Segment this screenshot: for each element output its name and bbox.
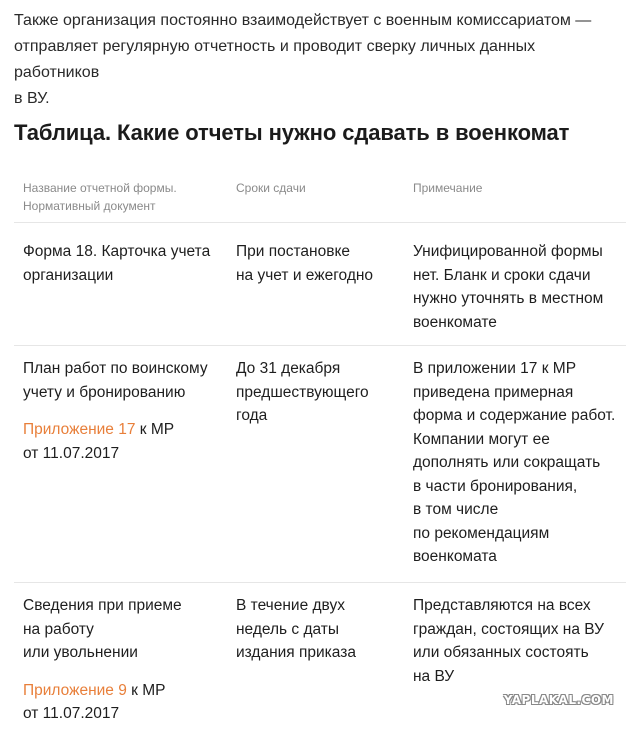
row-divider: [14, 582, 626, 583]
intro-line: отправляет регулярную отчетность и проводит сверку личных данных работников: [14, 38, 536, 81]
cell-line: или обязанных состоять: [413, 644, 589, 661]
cell-line: В приложении 17 к МР: [413, 360, 577, 377]
cell-line: от 11.07.2017: [23, 705, 120, 722]
cell-line: по рекомендациям: [413, 524, 550, 542]
cell-line: года: [236, 407, 268, 424]
cell-line: учету и бронированию: [23, 383, 186, 401]
table-title: Таблица. Какие отчеты нужно сдавать в военкомат: [14, 120, 570, 145]
cell-line: издания приказа: [236, 644, 356, 661]
cell-line: нет. Бланк и сроки сдачи: [413, 266, 591, 284]
cell-line: организации: [23, 266, 114, 284]
cell-line: на учет и ежегодно: [236, 266, 374, 284]
cell-line: До 31 декабря: [236, 360, 341, 377]
header-form-name: [23, 179, 177, 215]
header-form-name-line: Название отчетной формы.: [23, 181, 177, 195]
cell-line: на работу: [23, 620, 94, 638]
row3-note-cell: [413, 594, 604, 688]
row1-deadline-cell: [236, 240, 373, 287]
row-divider: [14, 345, 626, 346]
row1-note-cell: [413, 240, 603, 334]
cell-line: в части бронирования,: [413, 477, 578, 495]
appendix-17-link[interactable]: Приложение 17: [23, 421, 136, 438]
cell-line: военкомате: [413, 313, 497, 331]
cell-line: Компании могут ее: [413, 430, 550, 448]
cell-line: Представляются на всех: [413, 597, 591, 614]
intro-paragraph: [14, 8, 614, 112]
cell-line: Сведения при приеме: [23, 597, 182, 614]
cell-line: в том числе: [413, 501, 499, 518]
cell-line: Форма 18. Карточка учета: [23, 243, 211, 260]
cell-line: или увольнении: [23, 644, 138, 661]
watermark-logo: YAPLAKAL.COM: [503, 693, 614, 707]
appendix-9-link[interactable]: Приложение 9: [23, 681, 127, 699]
cell-line: на ВУ: [413, 667, 455, 685]
cell-line: План работ по воинскому: [23, 360, 208, 377]
cell-line: граждан, состоящих на ВУ: [413, 620, 604, 638]
cell-line: недель с даты: [236, 620, 340, 638]
cell-line: Унифицированной формы: [413, 243, 603, 260]
cell-line: дополнять или сокращать: [413, 454, 601, 471]
cell-line: [23, 418, 208, 442]
intro-line: Также организация постоянно взаимодействует с военным комиссариатом —: [14, 12, 592, 29]
cell-line: приведена примерная: [413, 383, 574, 401]
header-deadline: Сроки сдачи: [236, 181, 306, 195]
row3-form-cell: [23, 594, 182, 726]
cell-line: В течение двух: [236, 597, 345, 614]
header-note: Примечание: [413, 181, 483, 195]
cell-line: предшествующего: [236, 383, 369, 401]
header-divider: [14, 222, 626, 223]
cell-line: форма и содержание работ.: [413, 407, 616, 424]
row2-form-cell: [23, 357, 208, 465]
cell-line: При постановке: [236, 243, 351, 260]
cell-line: от 11.07.2017: [23, 444, 120, 462]
intro-line: в ВУ.: [14, 90, 50, 107]
row2-deadline-cell: [236, 357, 369, 428]
cell-line: военкомата: [413, 548, 497, 565]
cell-line: нужно уточнять в местном: [413, 290, 604, 307]
header-form-name-line: Нормативный документ: [23, 199, 156, 213]
row3-deadline-cell: [236, 594, 356, 665]
row2-note-cell: [413, 357, 615, 569]
cell-line: [23, 679, 182, 703]
cell-text: к МР: [135, 421, 175, 438]
cell-text: к МР: [126, 681, 166, 699]
row1-form-cell: [23, 240, 210, 287]
